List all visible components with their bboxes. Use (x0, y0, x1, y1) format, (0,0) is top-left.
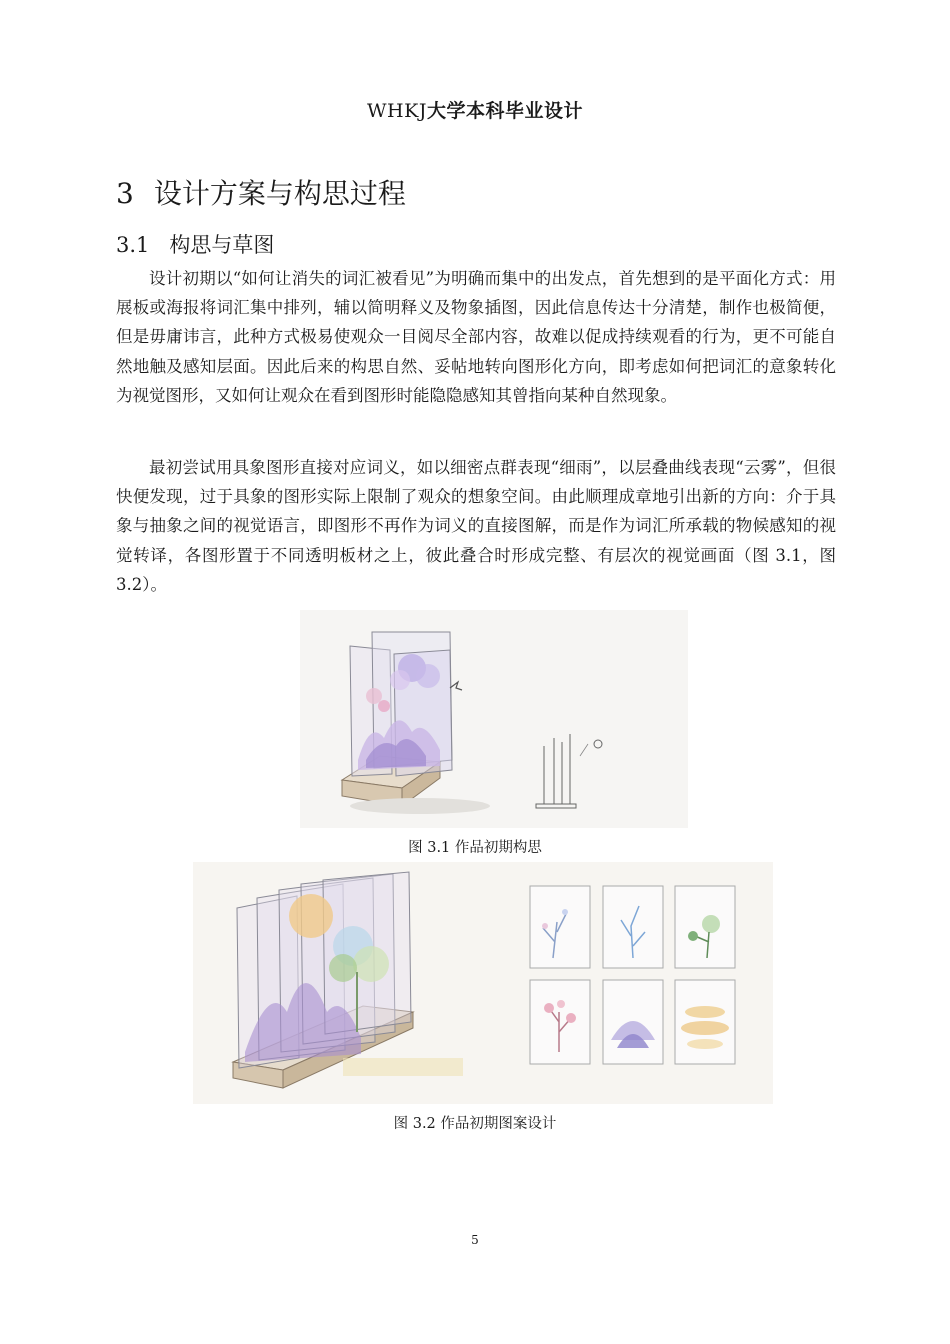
subsection-number: 3.1 (116, 233, 150, 257)
subsection-heading (116, 229, 274, 259)
running-header (0, 96, 950, 123)
section-title: 设计方案与构思过程 (153, 177, 406, 210)
section-number: 3 (116, 177, 134, 210)
section-heading (116, 172, 406, 212)
figure-3-2-image (193, 862, 773, 1104)
figure-3-1-image (300, 610, 688, 828)
paragraph-2: 最初尝试用具象图形直接对应词义，如以细密点群表现“细雨”，以层叠曲线表现“云雾”，但很快便发现，过于具象的图形实际上限制了观众的想象空间。由此顺理成章地引出新的方向：介于具象与抽象之间的视觉语言，即图形不再作为词义的直接图解，而是作为词汇所承载的物候感知的视觉转译，各图形置于不同透明板材之上，彼此叠合时形成完整、有层次的视觉画面（图 3.1，图 3.2）。 (116, 458, 836, 594)
header-prefix: WHKJ (367, 100, 427, 122)
page-number: 5 (471, 1233, 479, 1247)
subsection-title: 构思与草图 (169, 233, 275, 257)
header-title: 大学本科毕业设计 (426, 100, 583, 122)
figure-3-1-caption: 图 3.1 作品初期构思 (408, 840, 542, 856)
figure-3-2-caption: 图 3.2 作品初期图案设计 (393, 1116, 557, 1132)
paragraph-1: 设计初期以“如何让消失的词汇被看见”为明确而集中的出发点，首先想到的是平面化方式：用展板或海报将词汇集中排列，辅以简明释义及物象插图，因此信息传达十分清楚，制作也极简便，但是毋庸讳言，此种方式极易使观众一目阅尽全部内容，故难以促成持续观看的行为，更不可能自然地触及感知层面。因此后来的构思自然、妥帖地转向图形化方向，即考虑如何把词汇的意象转化为视觉图形，又如何让观众在看到图形时能隐隐感知其曾指向某种自然现象。 (116, 269, 836, 405)
